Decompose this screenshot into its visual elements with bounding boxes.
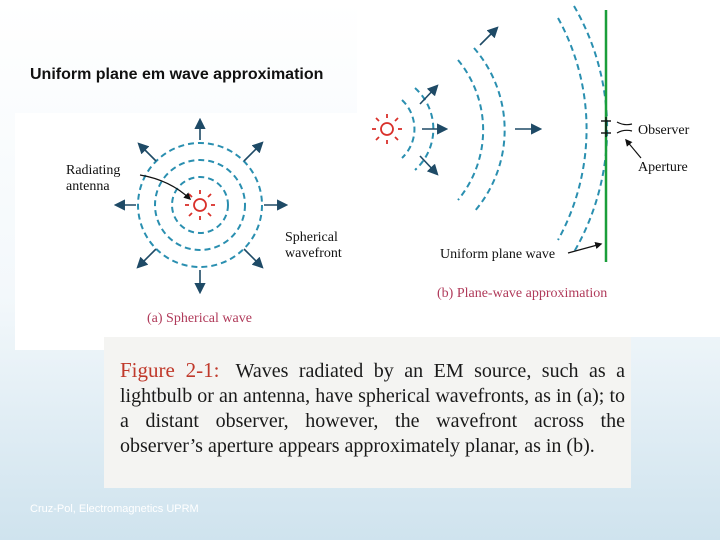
figure-caption-text: Waves radiated by an EM source, such as a lightbulb or an antenna, have spherical wavefronts, as in (a); to a distant observer, however, the wavefront across the observer’s aperture appears approximately planar, as in (b). <box>120 360 625 457</box>
figure-caption-label: Figure 2-1: <box>120 358 220 382</box>
wavefront-arc-5 <box>558 18 587 240</box>
wavefront-circle-1 <box>172 177 228 233</box>
propagation-arrows <box>420 28 540 174</box>
plane-wave-label: Uniform plane wave <box>440 247 556 262</box>
wavefront-arc-1 <box>402 100 414 158</box>
figure-caption <box>120 358 625 459</box>
plane-wave-leader-line <box>568 244 601 253</box>
arrow-down-left <box>138 249 156 267</box>
radial-arrows <box>116 120 286 292</box>
aperture-label: Aperture <box>638 160 688 175</box>
aperture-marks <box>601 117 611 137</box>
wavefront-circle-3 <box>138 143 262 267</box>
wavefront-arc-6 <box>574 6 607 252</box>
arrow-lower-near <box>420 156 437 174</box>
observer-label: Observer <box>638 123 690 138</box>
panel-b-plane-wave <box>372 6 690 301</box>
arrow-upper-far <box>480 28 497 45</box>
spherical-label-2: wavefront <box>285 246 342 261</box>
panel-b-caption: (b) Plane-wave approximation <box>437 286 608 301</box>
arrow-down-right <box>244 249 262 267</box>
panel-a-caption: (a) Spherical wave <box>147 311 252 326</box>
arrow-up-left <box>139 144 156 161</box>
slide-title: Uniform plane em wave approximation <box>30 66 324 83</box>
radiating-label-2: antenna <box>66 179 110 194</box>
aperture-leader-line <box>626 140 641 158</box>
distant-source-icon <box>372 114 402 144</box>
slide-footer: Cruz-Pol, Electromagnetics UPRM <box>30 503 199 515</box>
arrow-up-right <box>244 143 262 161</box>
wavefront-arc-4 <box>474 48 505 212</box>
spherical-label-1: Spherical <box>285 230 338 245</box>
wavefront-arc-3 <box>458 60 483 200</box>
radiating-source-icon <box>185 190 215 220</box>
radiating-label-1: Radiating <box>66 163 121 178</box>
antenna-leader-line <box>140 175 190 199</box>
wavefront-circle-2 <box>155 160 245 250</box>
observer-eye-icon <box>617 122 632 133</box>
panel-a-spherical-wave <box>66 120 342 326</box>
